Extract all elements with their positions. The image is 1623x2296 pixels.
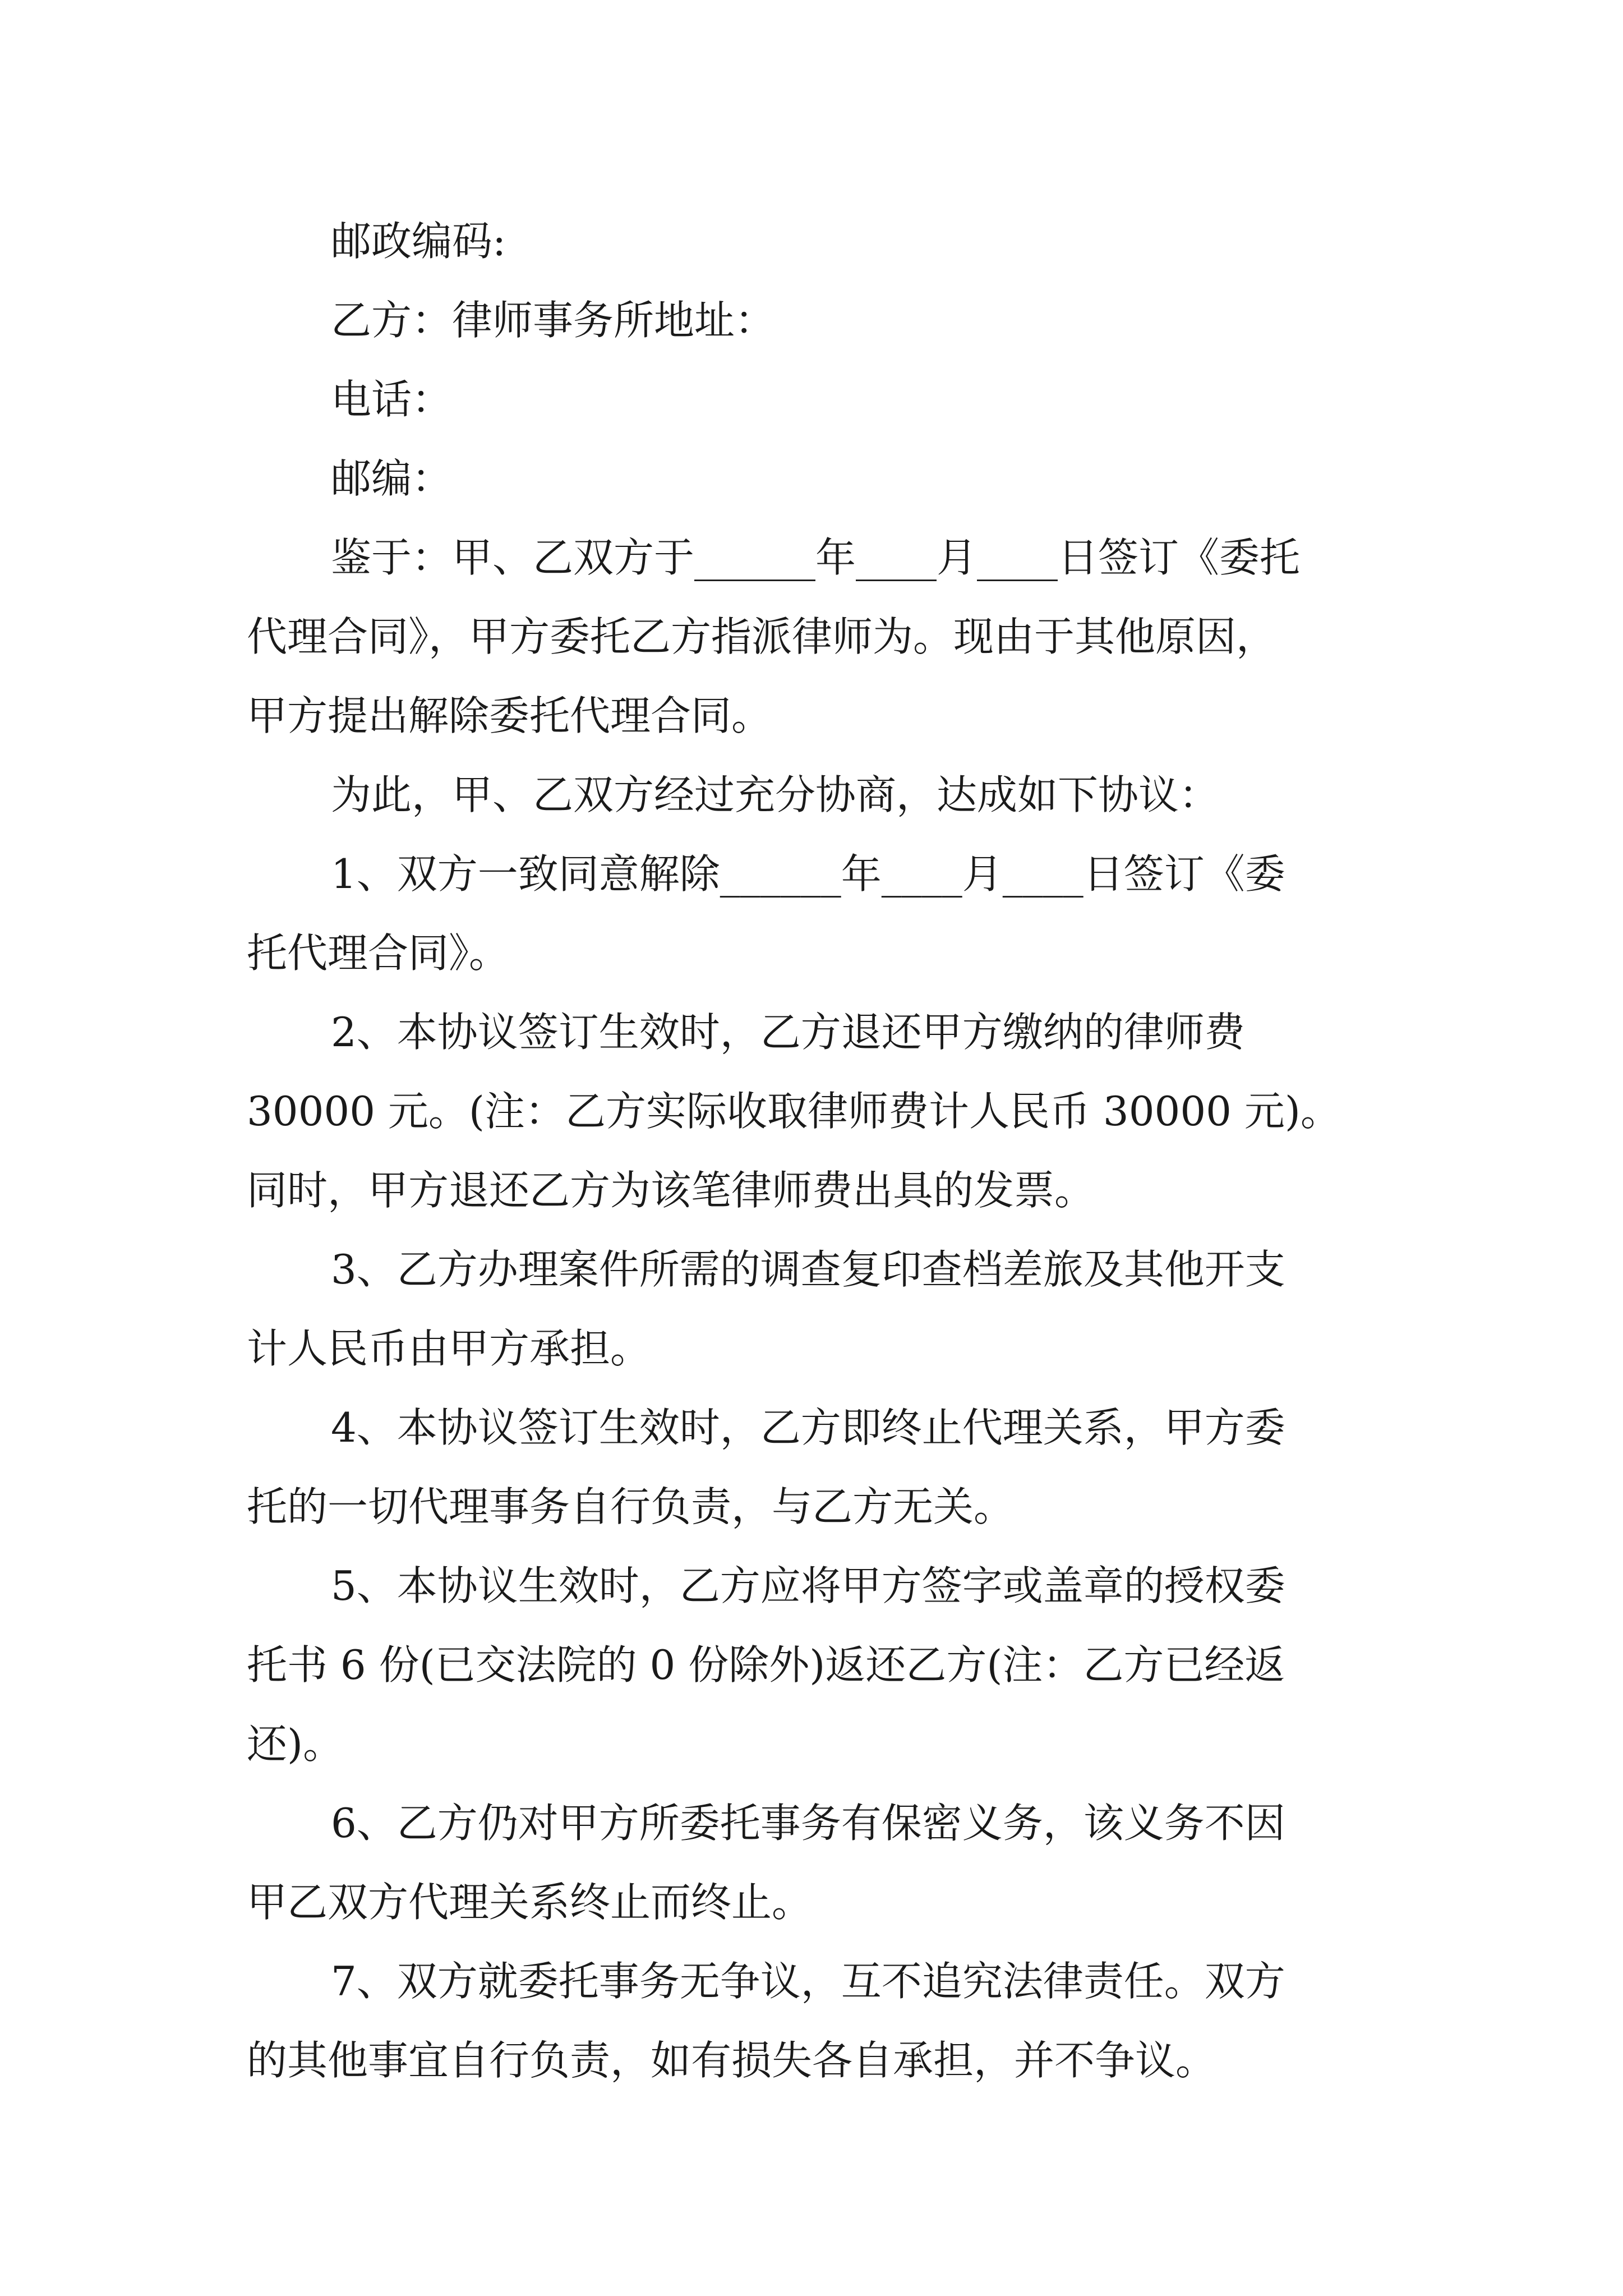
document-body (247, 202, 1377, 2100)
whereas-paragraph-line-2: 代理合同》，甲方委托乙方指派律师为。现由于其他原因， (247, 613, 1277, 660)
party-b-address-line: 乙方：律师事务所地址： (331, 297, 776, 344)
clause-7-line-1: 7、双方就委托事务无争议，互不追究法律责任。双方 (331, 1958, 1285, 2005)
clause-6-line-1: 6、乙方仍对甲方所委托事务有保密义务，该义务不因 (331, 1800, 1285, 1847)
clause-7-line-2: 的其他事宜自行负责，如有损失各自承担，并不争议。 (247, 2037, 1216, 2084)
clause-6-line-2: 甲乙双方代理关系终止而终止。 (247, 1879, 813, 1926)
clause-3-line-2: 计人民币由甲方承担。 (247, 1325, 651, 1372)
whereas-paragraph-line-1: 鉴于：甲、乙双方于______年____月____日签订《委托 (331, 534, 1301, 581)
clause-2-line-1: 2、本协议签订生效时，乙方退还甲方缴纳的律师费 (331, 1009, 1245, 1056)
clause-1-line-2: 托代理合同》。 (247, 930, 510, 977)
clause-4-line-1: 4、本协议签订生效时，乙方即终止代理关系，甲方委 (331, 1404, 1285, 1451)
clause-5-line-3: 还)。 (247, 1720, 344, 1768)
clause-4-line-2: 托的一切代理事务自行负责，与乙方无关。 (247, 1483, 1015, 1530)
agreement-intro-line: 为此，甲、乙双方经过充分协商，达成如下协议： (331, 771, 1220, 818)
clause-3-line-1: 3、乙方办理案件所需的调查复印查档差旅及其他开支 (331, 1246, 1285, 1293)
clause-2-line-3: 同时，甲方退还乙方为该笔律师费出具的发票。 (247, 1167, 1095, 1214)
clause-5-line-1: 5、本协议生效时，乙方应将甲方签字或盖章的授权委 (331, 1562, 1285, 1609)
clause-1-line-1: 1、双方一致同意解除______年____月____日签订《委 (331, 850, 1285, 898)
clause-2-line-2: 30000 元。(注：乙方实际收取律师费计人民币 30000 元)。 (247, 1088, 1341, 1135)
zip-line: 邮编： (331, 455, 453, 502)
clause-5-line-2: 托书 6 份(已交法院的 0 份除外)返还乙方(注：乙方已经返 (247, 1641, 1285, 1688)
phone-line: 电话： (331, 376, 453, 423)
postal-code-line: 邮政编码: (331, 218, 506, 265)
whereas-paragraph-line-3: 甲方提出解除委托代理合同。 (247, 692, 772, 739)
